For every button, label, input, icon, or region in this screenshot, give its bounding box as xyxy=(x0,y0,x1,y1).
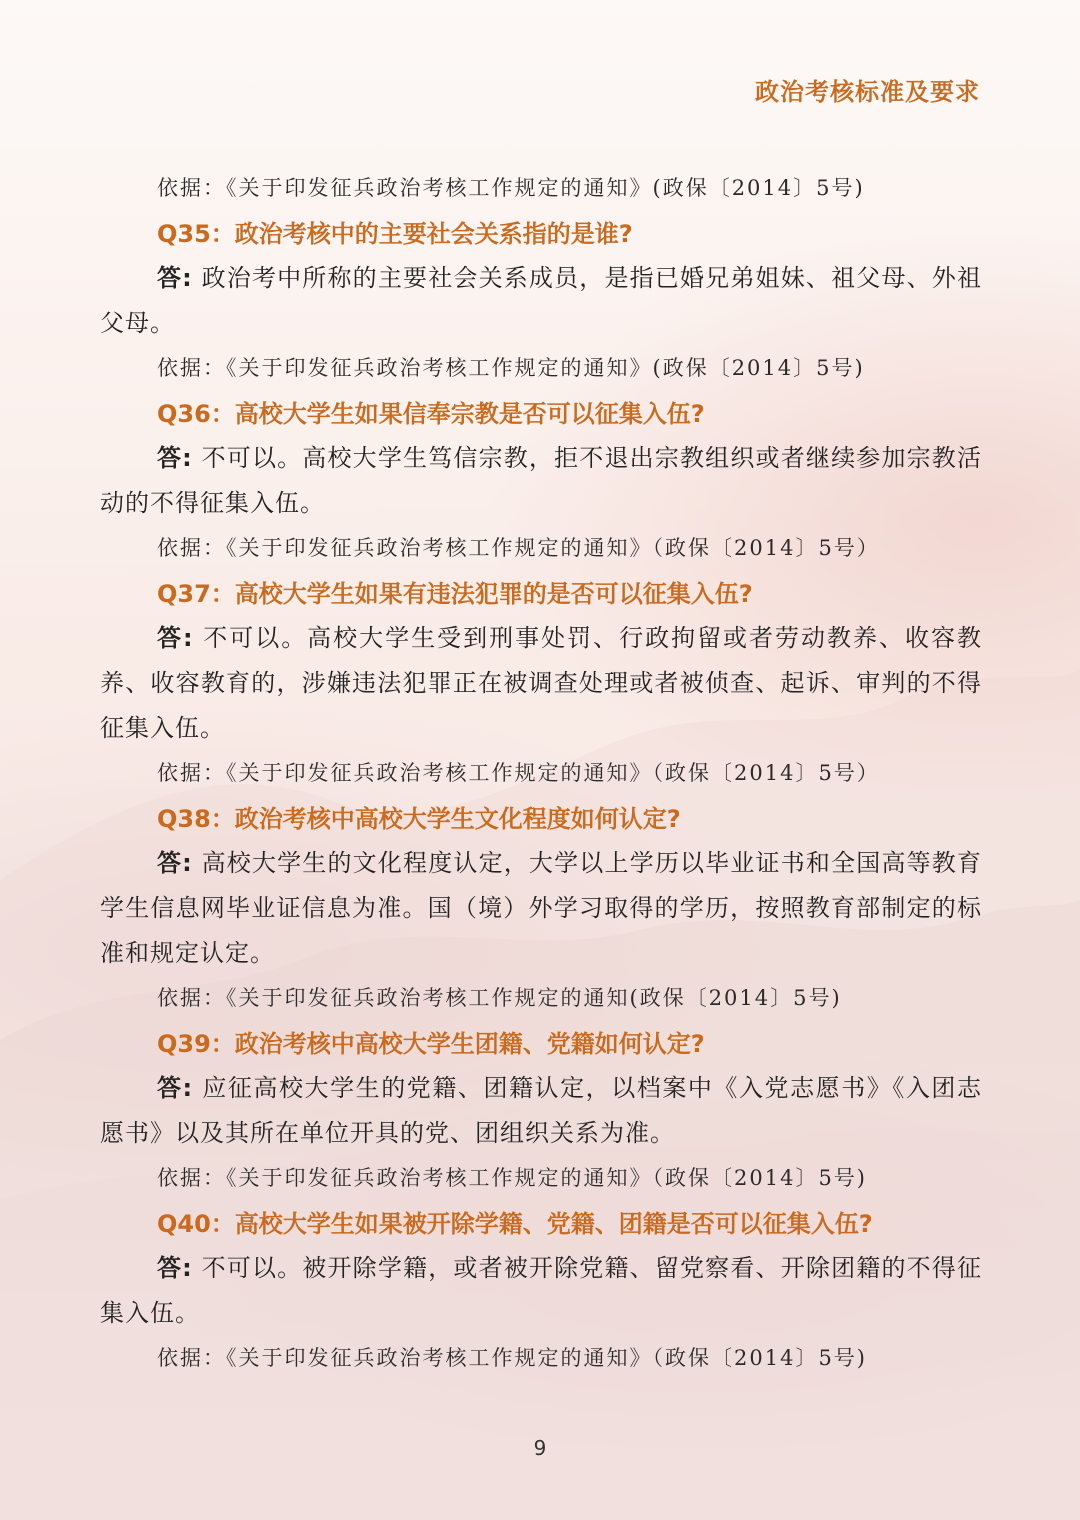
answer-text: 应征高校大学生的党籍、团籍认定，以档案中《入党志愿书》《入团志愿书》以及其所在单位开具的党、团组织关系为准。 xyxy=(100,1074,982,1147)
answer-label: 答: xyxy=(157,264,193,292)
answer-q40 xyxy=(100,1246,982,1336)
answer-q35 xyxy=(100,256,982,346)
basis-q38: 依据：《关于印发征兵政治考核工作规定的通知(政保〔2014〕5号) xyxy=(157,986,842,1010)
answer-label: 答: xyxy=(157,624,194,652)
intro-basis: 依据：《关于印发征兵政治考核工作规定的通知》(政保〔2014〕5号) xyxy=(157,176,865,200)
qa-block-q37 xyxy=(100,572,982,797)
qa-block-q39 xyxy=(100,1022,982,1202)
answer-label: 答: xyxy=(157,1254,193,1282)
answer-label: 答: xyxy=(157,849,193,877)
question-q37: Q37：高校大学生如果有违法犯罪的是否可以征集入伍? xyxy=(157,580,753,608)
answer-q38 xyxy=(100,841,982,976)
basis-q39: 依据：《关于印发征兵政治考核工作规定的通知》（政保〔2014〕5号) xyxy=(157,1166,867,1190)
page-number: 9 xyxy=(533,1436,547,1460)
basis-q35: 依据：《关于印发征兵政治考核工作规定的通知》(政保〔2014〕5号) xyxy=(157,356,865,380)
question-q38: Q38：政治考核中高校大学生文化程度如何认定? xyxy=(157,805,681,833)
answer-text: 不可以。高校大学生受到刑事处罚、行政拘留或者劳动教养、收容教养、收容教育的，涉嫌违法犯罪正在被调查处理或者被侦查、起诉、审判的不得征集入伍。 xyxy=(100,624,982,742)
question-q39: Q39：政治考核中高校大学生团籍、党籍如何认定? xyxy=(157,1030,705,1058)
answer-q37 xyxy=(100,616,982,751)
question-q40: Q40：高校大学生如果被开除学籍、党籍、团籍是否可以征集入伍? xyxy=(157,1210,873,1238)
header-title: 政治考核标准及要求 xyxy=(755,78,980,106)
question-q35: Q35：政治考核中的主要社会关系指的是谁? xyxy=(157,220,633,248)
answer-text: 不可以。被开除学籍，或者被开除党籍、留党察看、开除团籍的不得征集入伍。 xyxy=(100,1254,982,1327)
answer-text: 不可以。高校大学生笃信宗教，拒不退出宗教组织或者继续参加宗教活动的不得征集入伍。 xyxy=(100,444,982,517)
basis-q37: 依据：《关于印发征兵政治考核工作规定的通知》（政保〔2014〕5号） xyxy=(157,761,880,785)
answer-text: 政治考中所称的主要社会关系成员，是指已婚兄弟姐妹、祖父母、外祖父母。 xyxy=(100,264,982,337)
answer-q36 xyxy=(100,436,982,526)
answer-label: 答: xyxy=(157,444,193,472)
qa-block-q38 xyxy=(100,797,982,1022)
question-q36: Q36：高校大学生如果信奉宗教是否可以征集入伍? xyxy=(157,400,705,428)
basis-q36: 依据：《关于印发征兵政治考核工作规定的通知》（政保〔2014〕5号） xyxy=(157,536,880,560)
basis-q40: 依据：《关于印发征兵政治考核工作规定的通知》（政保〔2014〕5号) xyxy=(157,1346,867,1370)
answer-label: 答: xyxy=(157,1074,194,1102)
qa-block-q35 xyxy=(100,212,982,392)
content xyxy=(100,166,982,1382)
qa-block-q40 xyxy=(100,1202,982,1382)
qa-block-q36 xyxy=(100,392,982,572)
answer-text: 高校大学生的文化程度认定，大学以上学历以毕业证书和全国高等教育学生信息网毕业证信息为准。国（境）外学习取得的学历，按照教育部制定的标准和规定认定。 xyxy=(100,849,982,967)
answer-q39 xyxy=(100,1066,982,1156)
